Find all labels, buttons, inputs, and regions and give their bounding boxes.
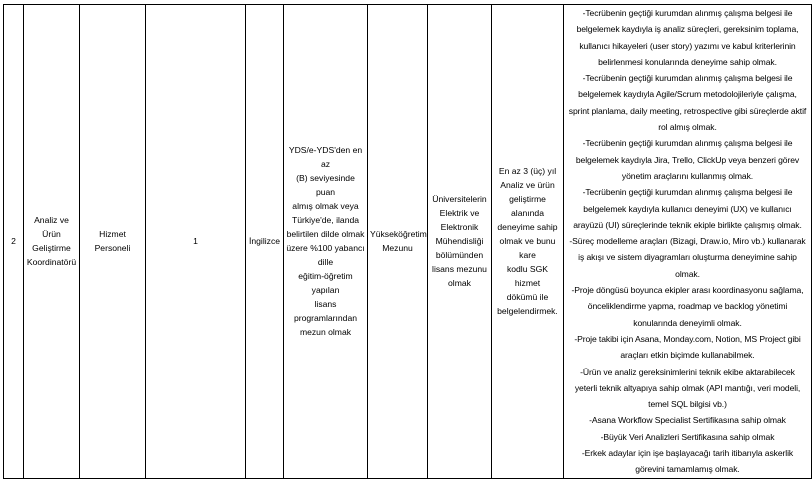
requirement-line: -Ürün ve analiz gereksinimlerini teknik ekibe aktarabilecek (580, 366, 795, 377)
requirement-line: önceliklendirme yapma, roadmap ve backlog yönetimi (587, 301, 788, 312)
requirement-line: belgelemek kaydıyla kullanıcı deneyimi (UX) ve kullanıcı (583, 203, 792, 214)
requirement-line: görevini tamamlamış olmak. (635, 464, 740, 475)
requirement-line: kullanıcı hikayeleri (user story) yazımı ve kabul kriterlerinin (579, 40, 796, 51)
requirement-line: belgelemek kaydıyla Agile/Scrum metodolojileriyle çalışma, (578, 89, 797, 100)
requirement-line: olmak. (675, 268, 700, 279)
staff-type-cell (80, 5, 146, 479)
department-cell (428, 5, 492, 479)
requirement-line: belgelemek kaydıyla Jira, Trello, ClickUp veya benzeri görev (575, 154, 800, 165)
education-level: Yükseköğretim Mezunu (370, 229, 427, 254)
requirement-line: rol almış olmak. (658, 122, 717, 133)
requirement-line: yönetim araçlarını kullanmış olmak. (621, 170, 754, 181)
requirement-line: araçları etkin biçimde kullanabilmek. (620, 350, 755, 361)
requirement-line: sprint planlama, daily meeting, retrospective gibi süreçlerde aktif (568, 105, 807, 116)
requirement-line: iş akışı ve sistem diyagramları oluşturma deneyimine sahip (578, 252, 797, 263)
requirement-line: belgelemek kaydıyla iş analiz süreçleri, gereksinim toplama, (576, 24, 799, 35)
requirement-line: -Tecrübenin geçtiği kurumdan alınmış çalışma belgesi ile (582, 187, 793, 198)
language: İngilizce (248, 236, 281, 247)
education-cell (368, 5, 428, 479)
language-requirement: YDS/e-YDS'den en az (B) seviyesinde puan almış olmak veya Türkiye'de, ilanda belirtilen dilde olmak üzere %100 yabancı dille eğitim-öğretim yapılan lisans programlarından mezun olmak (286, 145, 365, 338)
requirement-line: -Tecrübenin geçtiği kurumdan alınmış çalışma belgesi ile (582, 73, 793, 84)
row-number: 2 (11, 236, 16, 247)
position-count: 1 (193, 236, 198, 247)
requirement-line: arayüzü (UI) süreçlerinde teknik ekiple birlikte çalışmış olmak. (573, 219, 802, 230)
position-cell (24, 5, 80, 479)
requirement-line: belirlenmesi konularında deneyime sahip olmak. (598, 56, 777, 67)
language-cell (246, 5, 284, 479)
requirement-line: yeterli teknik altyapıya sahip olmak (API mantığı, veri modeli, (574, 382, 801, 393)
table-row (4, 5, 812, 479)
experience-requirement: En az 3 (üç) yıl Analiz ve ürün geliştirme alanında deneyime sahip olmak ve bunu kare kodlu SGK hizmet dökümü ile belgelendirmek. (497, 166, 558, 317)
staff-type: Hizmet Personeli (94, 229, 131, 254)
row-number-cell (4, 5, 24, 479)
requirement-line: -Erkek adaylar için işe başlayacağı tarih itibarıyla askerlik (581, 448, 794, 459)
requirement-line: -Tecrübenin geçtiği kurumdan alınmış çalışma belgesi ile (582, 138, 793, 149)
requirement-line: -Proje döngüsü boyunca ekipler arası koordinasyonu sağlama, (571, 285, 804, 296)
department-requirement: Üniversitelerin Elektrik ve Elektronik Mühendisliği bölümünden lisans mezunu olmak (432, 194, 487, 289)
requirements-cell (564, 5, 812, 479)
experience-cell (492, 5, 564, 479)
count-cell (146, 5, 246, 479)
requirement-line: temel SQL bilgisi vb.) (648, 399, 727, 410)
requirement-line: -Büyük Veri Analizleri Sertifikasına sahip olmak (600, 431, 775, 442)
job-listing-table (3, 4, 812, 479)
requirement-line: -Süreç modelleme araçları (Bizagi, Draw.io, Miro vb.) kullanarak (569, 236, 806, 247)
language-requirement-cell (284, 5, 368, 479)
requirement-line: konularında deneyimli olmak. (633, 317, 742, 328)
requirement-line: -Tecrübenin geçtiği kurumdan alınmış çalışma belgesi ile (582, 8, 793, 18)
position-title: Analiz ve Ürün Geliştirme Koordinatörü (26, 215, 77, 268)
requirement-line: -Proje takibi için Asana, Monday.com, Notion, MS Project gibi (574, 333, 801, 344)
requirement-line: -Asana Workflow Specialist Sertifikasına sahip olmak (589, 415, 786, 426)
